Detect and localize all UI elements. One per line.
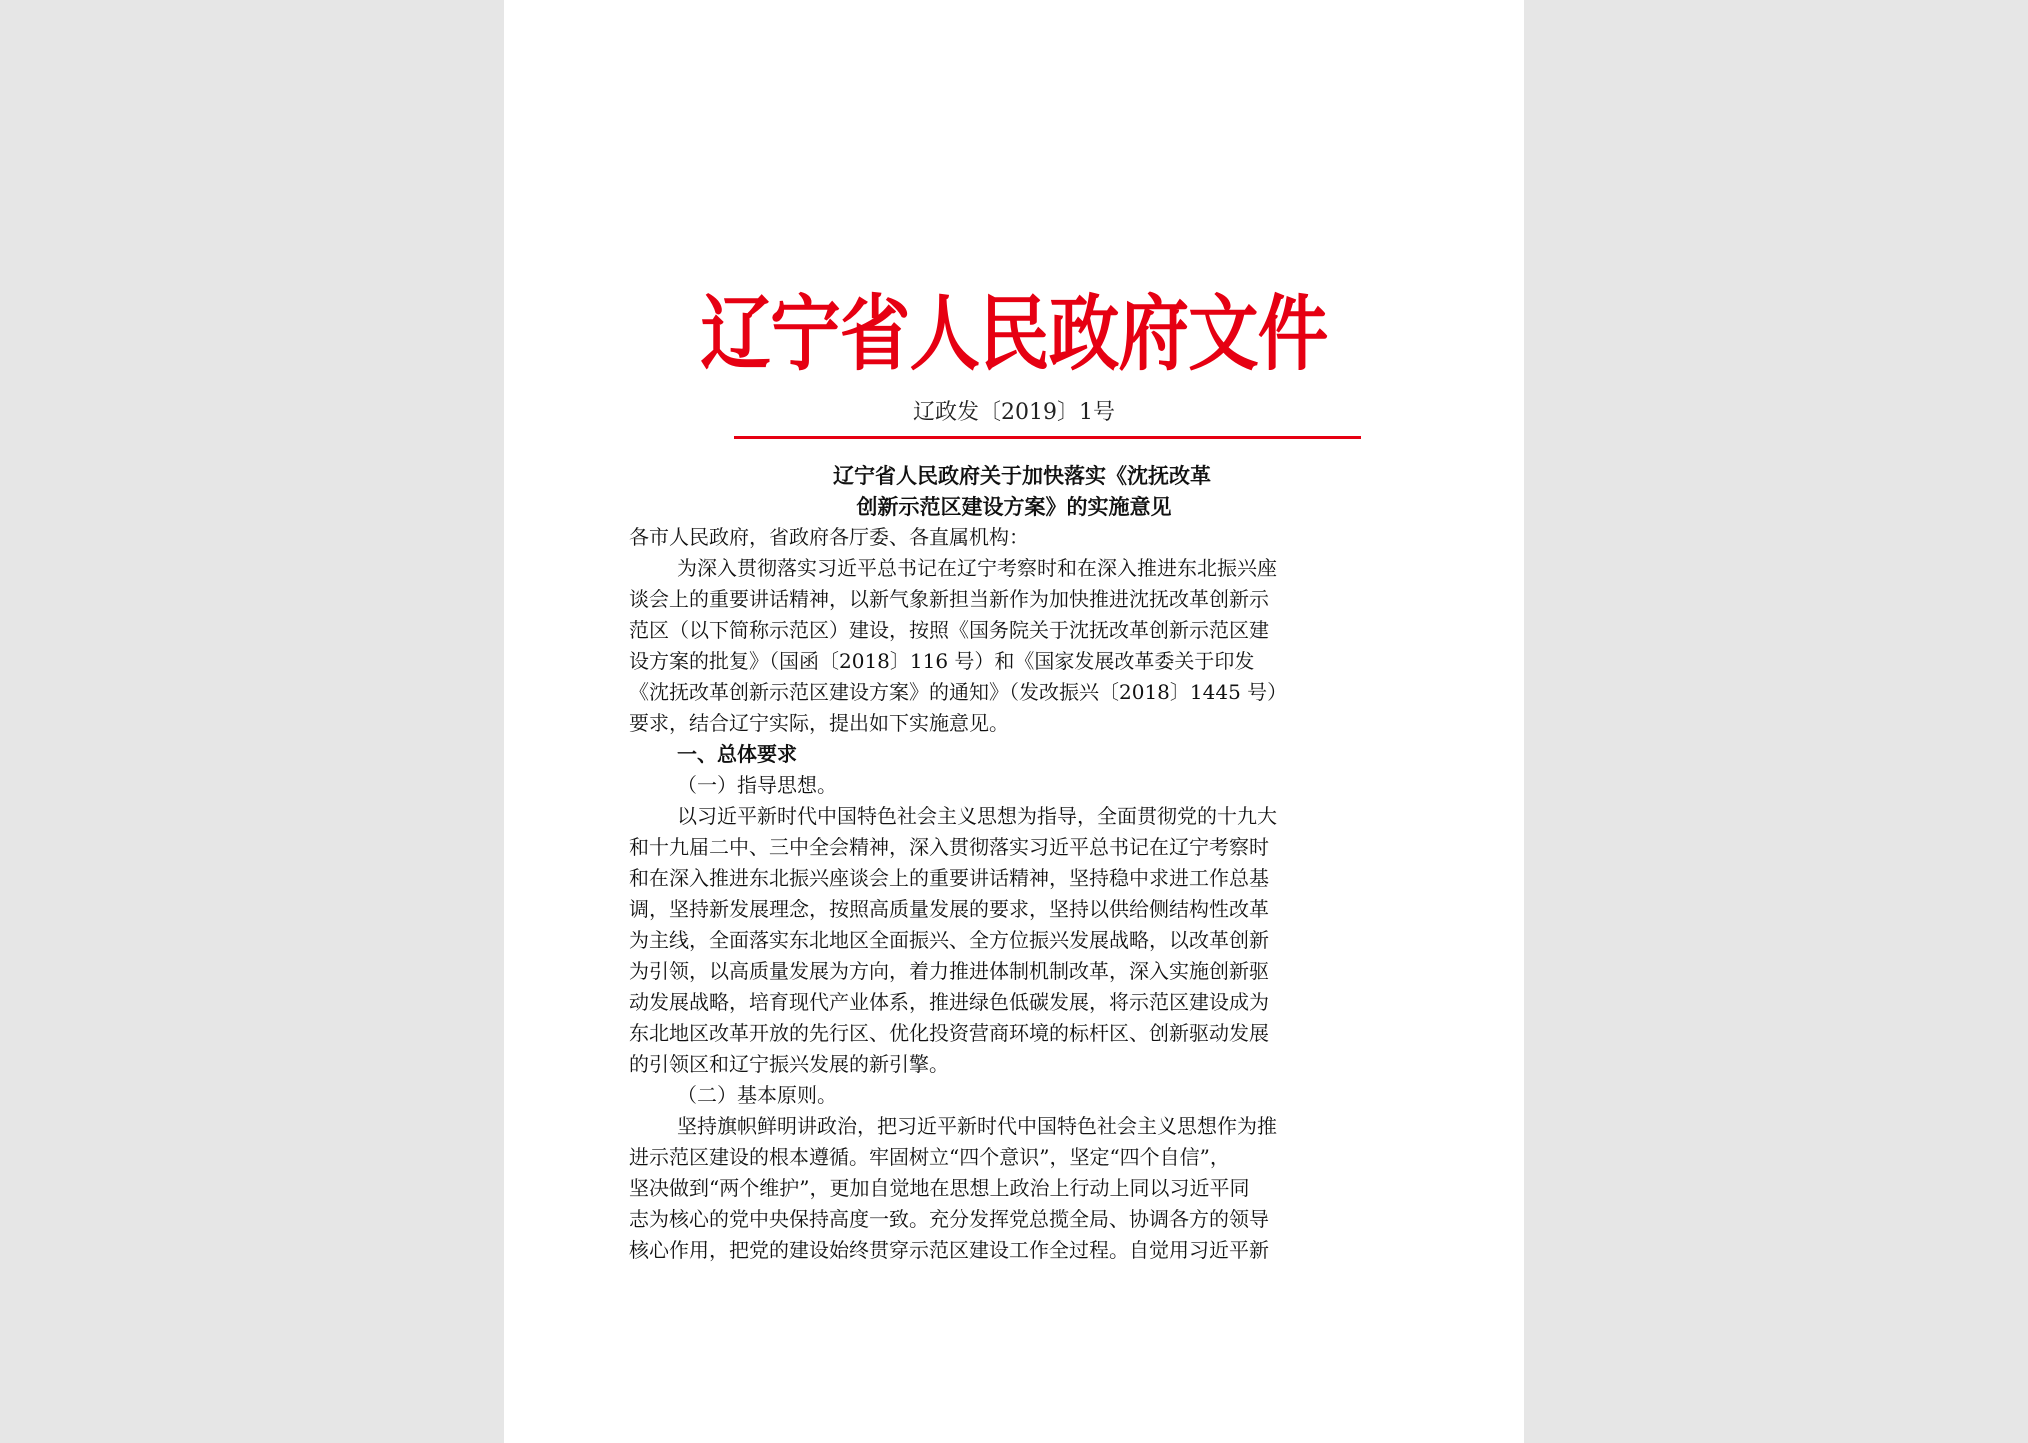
body-line: 范区（以下简称示范区）建设，按照《国务院关于沈抚改革创新示范区建 — [629, 618, 1269, 642]
body-line: 谈会上的重要讲话精神，以新气象新担当新作为加快推进沈抚改革创新示 — [629, 587, 1269, 611]
document-heading — [504, 460, 1524, 522]
body-line: 以习近平新时代中国特色社会主义思想为指导，全面贯彻党的十九大 — [677, 804, 1277, 828]
body-line: 为引领，以高质量发展为方向，着力推进体制机制改革，深入实施创新驱 — [629, 959, 1269, 983]
body-line: 调，坚持新发展理念，按照高质量发展的要求，坚持以供给侧结构性改革 — [629, 897, 1269, 921]
section-heading: 一、总体要求 — [677, 742, 797, 766]
body-line: 设方案的批复》（国函〔2018〕116 号）和《国家发展改革委关于印发 — [629, 649, 1255, 673]
body-line: 坚决做到“两个维护”，更加自觉地在思想上政治上行动上同以习近平同 — [629, 1176, 1250, 1200]
document-heading-line: 辽宁省人民政府关于加快落实《沈抚改革 — [833, 463, 1211, 488]
body-line: 志为核心的党中央保持高度一致。充分发挥党总揽全局、协调各方的领导 — [629, 1207, 1269, 1231]
body-line: 《沈抚改革创新示范区建设方案》的通知》（发改振兴〔2018〕1445 号） — [629, 680, 1288, 704]
document-body — [629, 522, 1409, 1266]
body-line: 为主线，全面落实东北地区全面振兴、全方位振兴发展战略，以改革创新 — [629, 928, 1269, 952]
body-line: 的引领区和辽宁振兴发展的新引擎。 — [629, 1052, 949, 1076]
subsection-heading: （二）基本原则。 — [677, 1083, 837, 1107]
salutation-line: 各市人民政府，省政府各厅委、各直属机构： — [629, 525, 1029, 549]
body-line: 坚持旗帜鲜明讲政治，把习近平新时代中国特色社会主义思想作为推 — [677, 1114, 1277, 1138]
subsection-heading: （一）指导思想。 — [677, 773, 837, 797]
document-heading-line: 创新示范区建设方案》的实施意见 — [856, 494, 1172, 519]
document-page — [504, 0, 1524, 1443]
body-line: 和十九届二中、三中全会精神，深入贯彻落实习近平总书记在辽宁考察时 — [629, 835, 1269, 859]
body-line: 和在深入推进东北振兴座谈会上的重要讲话精神，坚持稳中求进工作总基 — [629, 866, 1269, 890]
body-line: 为深入贯彻落实习近平总书记在辽宁考察时和在深入推进东北振兴座 — [677, 556, 1277, 580]
body-line: 要求，结合辽宁实际，提出如下实施意见。 — [629, 711, 1009, 735]
body-line: 东北地区改革开放的先行区、优化投资营商环境的标杆区、创新驱动发展 — [629, 1021, 1269, 1045]
document-header-title: 辽宁省人民政府文件 — [700, 286, 1328, 382]
document-number: 辽政发〔2019〕1号 — [913, 400, 1115, 425]
body-line: 核心作用，把党的建设始终贯穿示范区建设工作全过程。自觉用习近平新 — [629, 1238, 1269, 1262]
body-line: 进示范区建设的根本遵循。牢固树立“四个意识”，坚定“四个自信”， — [629, 1145, 1230, 1169]
red-divider — [734, 436, 1361, 439]
body-line: 动发展战略，培育现代产业体系，推进绿色低碳发展，将示范区建设成为 — [629, 990, 1269, 1014]
